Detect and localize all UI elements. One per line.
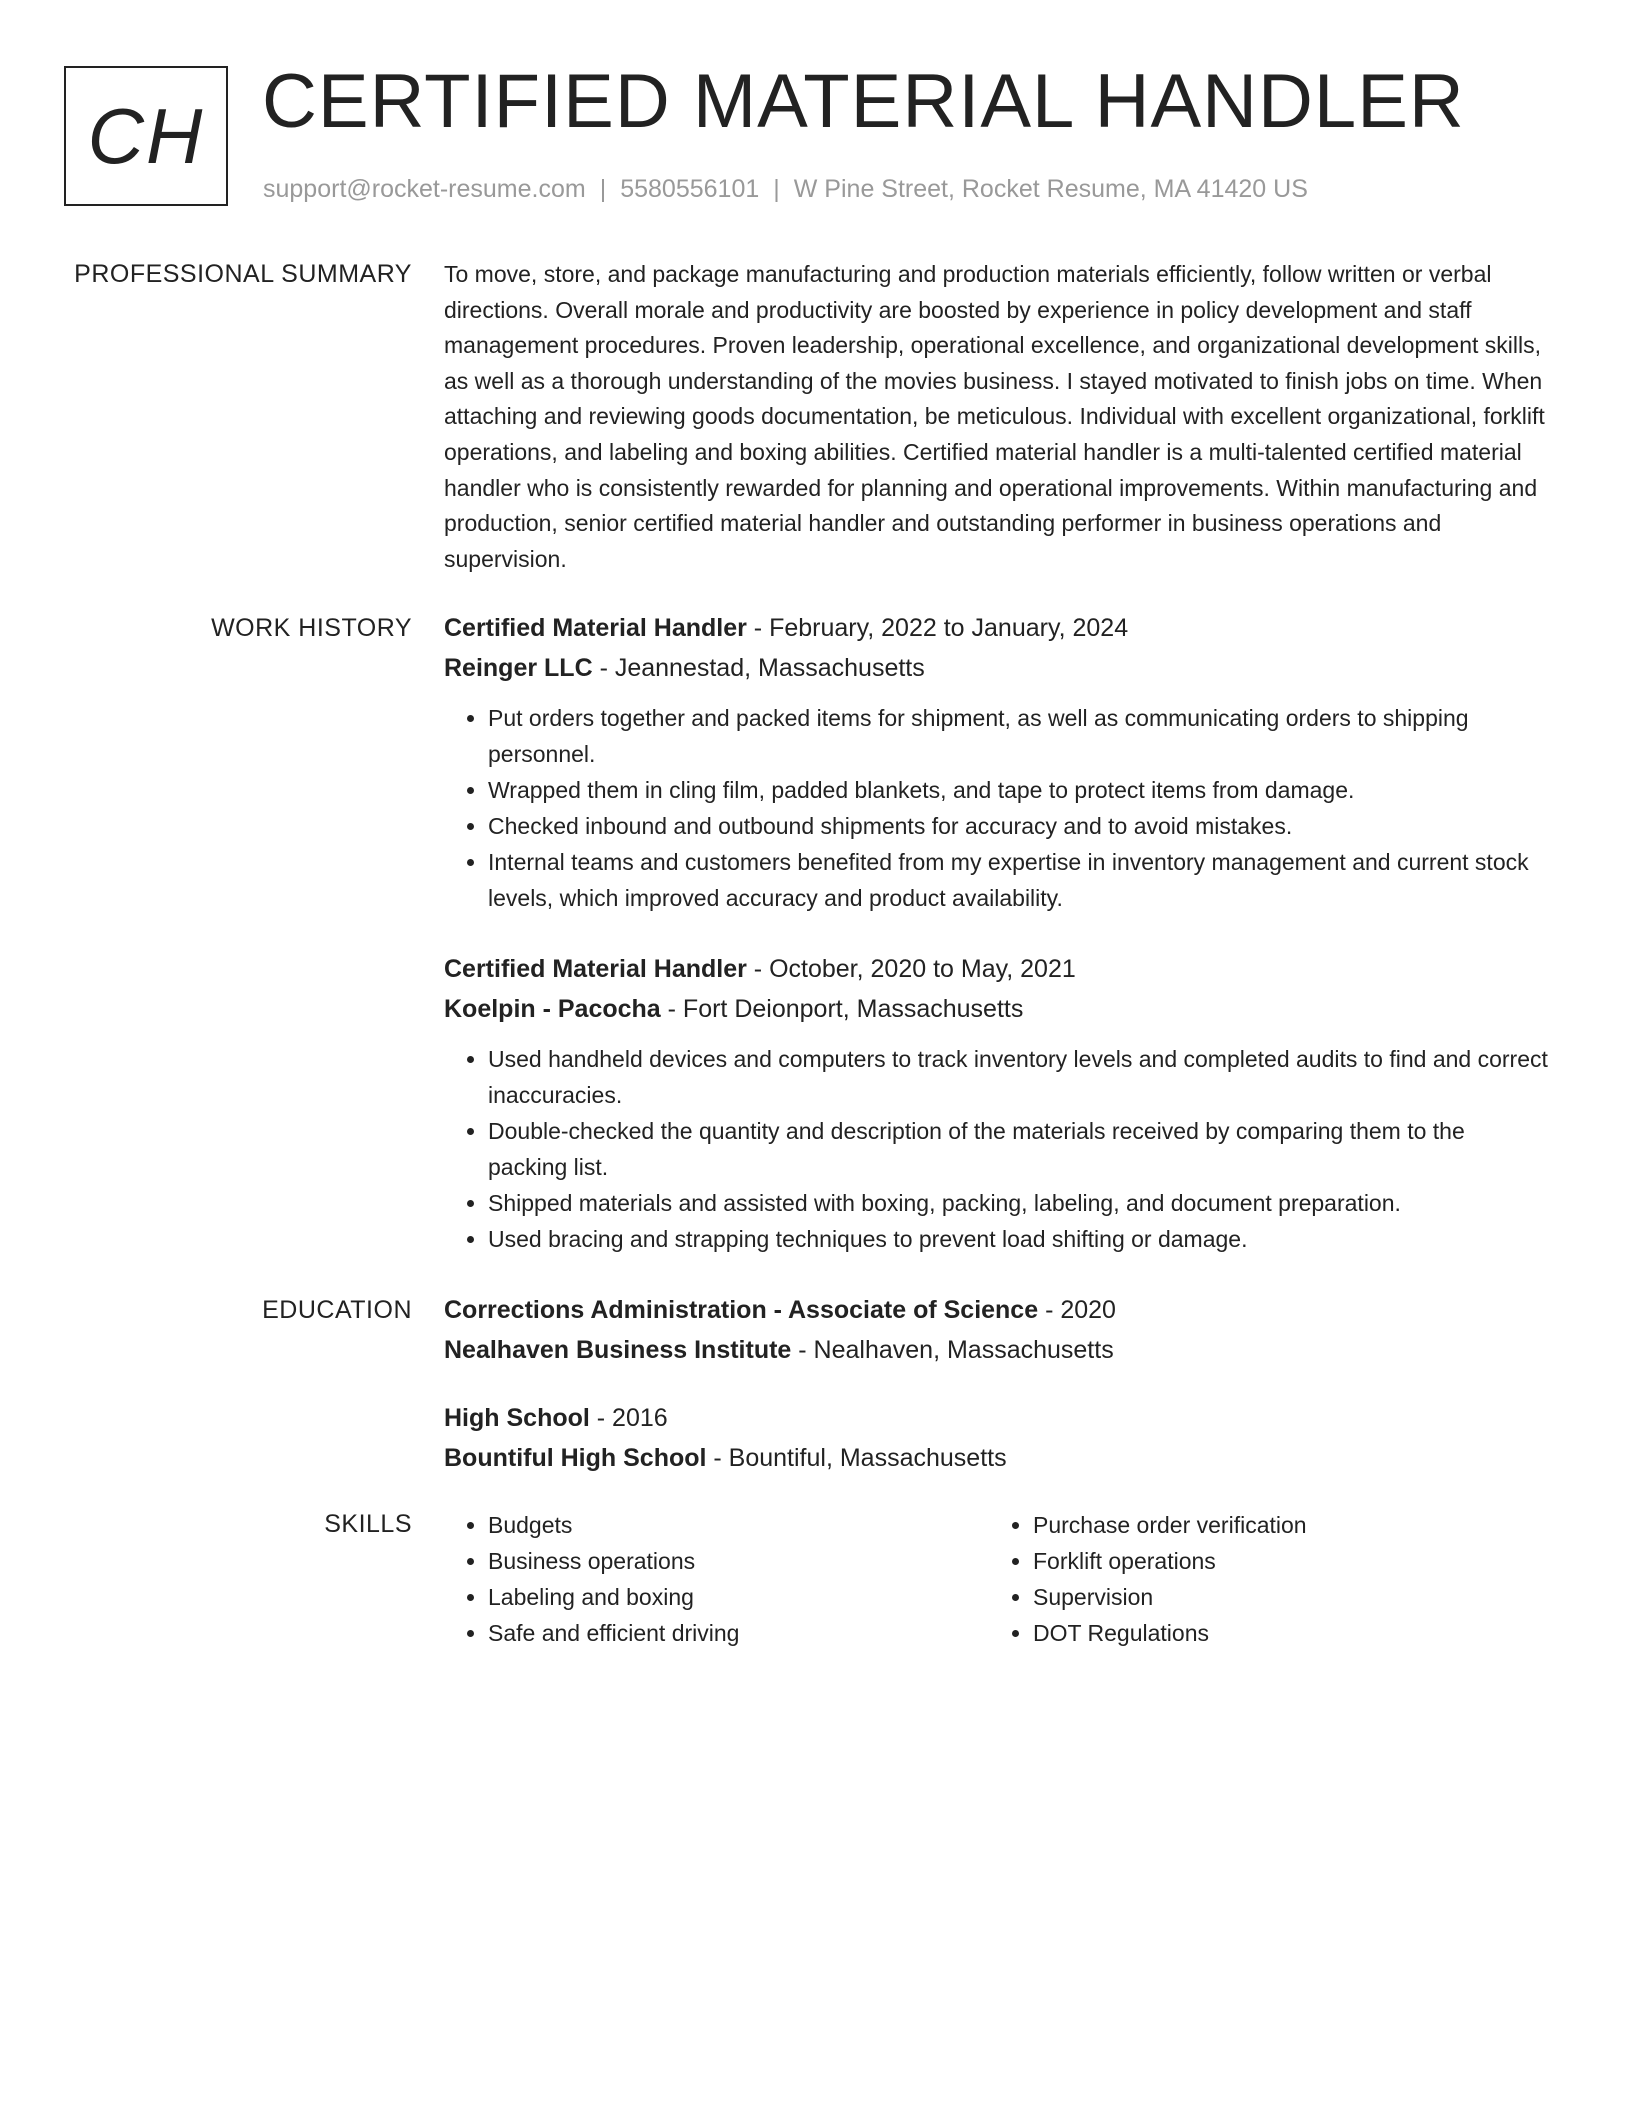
job-bullets [444, 700, 1550, 916]
section-label-skills: SKILLS [324, 1510, 412, 1538]
contact-separator: | [773, 175, 780, 203]
job-title: Certified Material Handler [444, 614, 747, 642]
section-label-education: EDUCATION [262, 1296, 412, 1324]
education-school-line [444, 1438, 1550, 1478]
list-item: • Put orders together and packed items for shipment, as well as communicating orders to shipping personnel. [488, 700, 1550, 772]
list-item: • Wrapped them in cling film, padded blankets, and tape to protect items from damage. [488, 772, 1550, 808]
candidate-name: CERTIFIED MATERIAL HANDLER [262, 59, 1465, 144]
work-history-job-1 [444, 608, 1550, 916]
list-item: • Shipped materials and assisted with boxing, packing, labeling, and document preparation. [488, 1185, 1550, 1221]
education-location: - Bountiful, Massachusetts [706, 1444, 1007, 1472]
section-label-work-history: WORK HISTORY [211, 614, 412, 642]
education-year: - 2016 [589, 1404, 668, 1432]
skill-item: • Supervision [1033, 1579, 1534, 1615]
education-school-line [444, 1330, 1550, 1370]
skills-column-right [989, 1507, 1534, 1651]
job-company-line [444, 989, 1550, 1029]
skill-item: • Safe and efficient driving [488, 1615, 989, 1651]
summary-text: To move, store, and package manufacturing and production materials efficiently, follow written or verbal directions. Overall morale and productivity are boosted by experience in policy development and staff management procedures. Proven leadership, operational excellence, and organizational development skills, as well as a thorough understanding of the movies business. I stayed motivated to finish jobs on time. When attaching and reviewing goods documentation, be meticulous. Individual with excellent organizational, forklift operations, and labeling and boxing abilities. Certified material handler is a multi-talented certified material handler who is consistently rewarded for planning and operational improvements. Within manufacturing and production, senior certified material handler and outstanding performer in business operations and supervision. [444, 261, 1545, 572]
section-label-summary: PROFESSIONAL SUMMARY [74, 260, 412, 288]
list-item: • Used handheld devices and computers to track inventory levels and completed audits to find and correct inaccuracies. [488, 1041, 1550, 1113]
job-dates: - February, 2022 to January, 2024 [746, 614, 1129, 642]
skill-item: • Purchase order verification [1033, 1507, 1534, 1543]
skills-section [444, 1507, 1550, 1651]
job-location: - Fort Deionport, Massachusetts [660, 995, 1024, 1023]
job-company-line [444, 648, 1550, 688]
education-location: - Nealhaven, Massachusetts [791, 1336, 1114, 1364]
job-title: Certified Material Handler [444, 955, 747, 983]
job-title-line [444, 949, 1550, 989]
education-entry-2 [444, 1398, 1550, 1478]
skills-column-left [444, 1507, 989, 1651]
contact-phone: 5580556101 [620, 175, 760, 203]
contact-address: W Pine Street, Rocket Resume, MA 41420 US [793, 175, 1308, 203]
list-item: • Double-checked the quantity and description of the materials received by comparing them to the packing list. [488, 1113, 1550, 1185]
skill-item: • Labeling and boxing [488, 1579, 989, 1615]
skill-item: • Budgets [488, 1507, 989, 1543]
job-dates: - October, 2020 to May, 2021 [746, 955, 1076, 983]
education-degree: Corrections Administration - Associate of Science [444, 1296, 1039, 1324]
education-school: Nealhaven Business Institute [444, 1336, 792, 1364]
contact-line [263, 172, 1308, 206]
education-degree-line [444, 1398, 1550, 1438]
education-entry-1 [444, 1290, 1550, 1370]
list-item: • Checked inbound and outbound shipments for accuracy and to avoid mistakes. [488, 808, 1550, 844]
work-history-job-2 [444, 949, 1550, 1257]
skill-item: • DOT Regulations [1033, 1615, 1534, 1651]
monogram-logo: CH [64, 66, 228, 206]
job-company: Reinger LLC [444, 654, 593, 682]
education-year: - 2020 [1038, 1296, 1116, 1324]
skill-item: • Business operations [488, 1543, 989, 1579]
skill-item: • Forklift operations [1033, 1543, 1534, 1579]
job-title-line [444, 608, 1550, 648]
job-bullets [444, 1041, 1550, 1257]
summary-section [444, 257, 1550, 577]
job-location: - Jeannestad, Massachusetts [592, 654, 925, 682]
contact-email: support@rocket-resume.com [263, 175, 586, 203]
education-degree-line [444, 1290, 1550, 1330]
education-degree: High School [444, 1404, 590, 1432]
list-item: • Used bracing and strapping techniques to prevent load shifting or damage. [488, 1221, 1550, 1257]
job-company: Koelpin - Pacocha [444, 995, 661, 1023]
contact-separator: | [599, 175, 607, 203]
education-school: Bountiful High School [444, 1444, 707, 1472]
list-item: • Internal teams and customers benefited from my expertise in inventory management and current stock levels, which improved accuracy and product availability. [488, 844, 1550, 916]
